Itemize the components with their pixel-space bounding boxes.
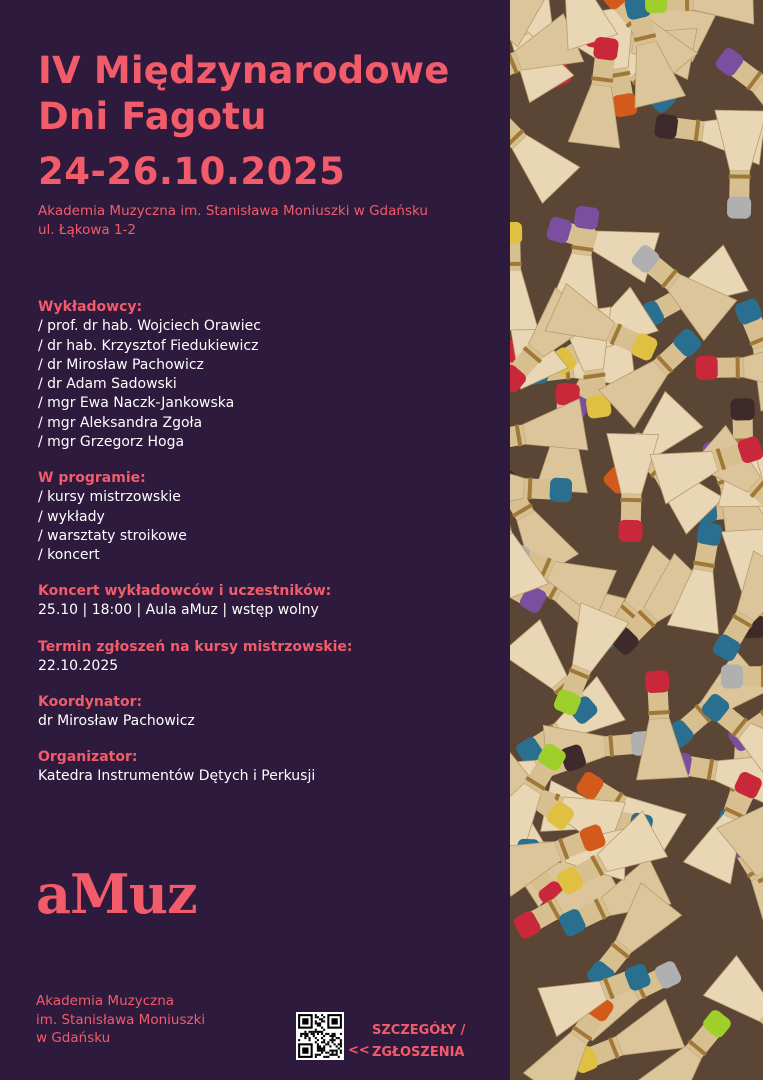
- concert-details: 25.10 | 18:00 | Aula aMuz | wstęp wolny: [38, 602, 319, 619]
- deadline-section: [38, 638, 352, 677]
- program-item: / koncert: [38, 547, 100, 564]
- coordinator-name: dr Mirosław Pachowicz: [38, 713, 195, 730]
- lecturer-item: / mgr Grzegorz Hoga: [38, 434, 185, 451]
- program-item: / wykłady: [38, 508, 105, 525]
- event-title: [38, 48, 450, 140]
- event-title-line2: Dni Fagotu: [38, 95, 267, 138]
- footer-line: w Gdańsku: [36, 1030, 111, 1046]
- lecturer-item: / mgr Ewa Naczk-Jankowska: [38, 395, 235, 412]
- amuz-logo: aMuz: [36, 862, 197, 926]
- lecturers-heading: Wykładowcy:: [38, 299, 143, 315]
- event-venue: [38, 202, 428, 240]
- bassoon-reeds-photo: [510, 0, 763, 1080]
- lecturers-section: [38, 298, 261, 452]
- program-section: [38, 469, 187, 565]
- program-heading: W programie:: [38, 470, 146, 486]
- event-title-line1: IV Międzynarodowe: [38, 49, 450, 92]
- program-item: / kursy mistrzowskie: [38, 489, 181, 506]
- qr-code[interactable]: [296, 1012, 344, 1060]
- footer-line: Akademia Muzyczna: [36, 993, 175, 1009]
- event-dates: 24-26.10.2025: [38, 150, 346, 193]
- lecturer-item: / dr Mirosław Pachowicz: [38, 356, 204, 373]
- cta-arrow: <<: [348, 1043, 370, 1058]
- reeds-illustration: [510, 0, 763, 1080]
- cta-line: ZGŁOSZENIA: [372, 1045, 465, 1060]
- organizer-name: Katedra Instrumentów Dętych i Perkusji: [38, 768, 316, 785]
- details-registration-link[interactable]: [372, 1020, 465, 1064]
- footer-academy-name: [36, 992, 205, 1048]
- organizer-section: [38, 748, 315, 787]
- organizer-heading: Organizator:: [38, 749, 138, 765]
- lecturer-item: / prof. dr hab. Wojciech Orawiec: [38, 318, 261, 335]
- lecturer-item: / dr hab. Krzysztof Fiedukiewicz: [38, 337, 259, 354]
- cta-line: SZCZEGÓŁY /: [372, 1023, 466, 1038]
- lecturer-item: / dr Adam Sadowski: [38, 376, 177, 393]
- deadline-date: 22.10.2025: [38, 658, 119, 675]
- coordinator-section: [38, 693, 195, 732]
- venue-name: Akademia Muzyczna im. Stanisława Moniuszki w Gdańsku: [38, 203, 428, 219]
- venue-address: ul. Łąkowa 1-2: [38, 222, 137, 238]
- footer-line: im. Stanisława Moniuszki: [36, 1011, 206, 1028]
- deadline-heading: Termin zgłoszeń na kursy mistrzowskie:: [38, 639, 353, 655]
- qr-code-pattern: [296, 1012, 344, 1060]
- concert-heading: Koncert wykładowców i uczestników:: [38, 583, 332, 599]
- concert-section: [38, 582, 331, 621]
- lecturer-item: / mgr Aleksandra Zgoła: [38, 414, 203, 431]
- program-item: / warsztaty stroikowe: [38, 527, 187, 544]
- coordinator-heading: Koordynator:: [38, 694, 143, 710]
